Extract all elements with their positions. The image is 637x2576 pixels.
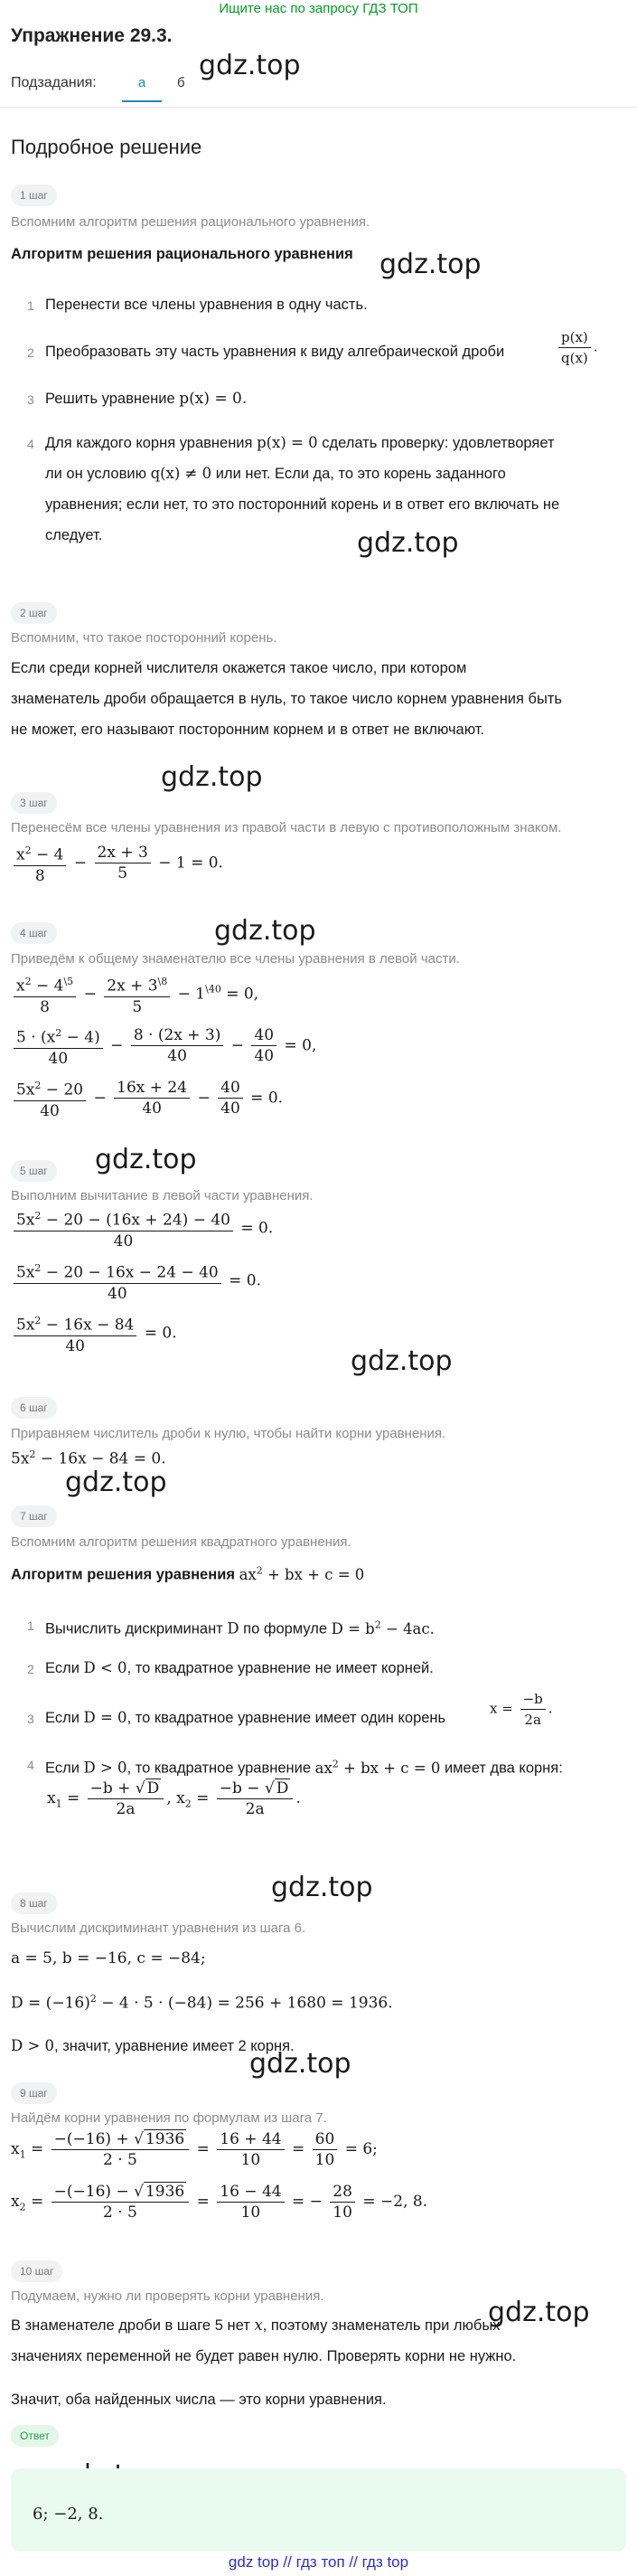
step-badge: 9 шаг [11,2082,57,2104]
step-badge: 4 шаг [11,922,57,944]
list-number: 1 [27,298,34,313]
section-title: Подробное решение [11,136,202,158]
list-item: Перенести все члены уравнения в одну часть. [45,297,368,313]
equation: $\frac{x^2 - 4^{\backslash 5}}{8}$ − $\frac{2x + 3^{\backslash 8}}{5}$ − $1^{\backslash 40} = 0$, [11,972,258,1017]
watermark: gdz.top [95,1144,197,1175]
equation: $\frac{x^2 - 4}{8}$ − $\frac{2x + 3}{5}$ − 1 = 0. [11,841,223,886]
list-item: ли он условию q(x) ≠ 0 или нет. Если да, то это корень заданного [45,465,506,482]
step-badge: 3 шаг [11,792,57,814]
equation: $D = (-16)^2 - 4 \cdot 5 \cdot (-84) = 256 + 1680 = 1936$. [11,1993,393,2013]
list-item: Для каждого корня уравнения p(x) = 0 сделать проверку: удовлетворяет [45,434,555,451]
watermark: gdz.top [271,1872,373,1903]
equation: $\frac{5x^2 - 20}{40}$ − $\frac{16x + 24}{40}$ − $\frac{40}{40}$ = 0. [11,1076,283,1121]
equation: $\frac{5 \cdot (x^2 - 4)}{40}$ − $\frac{8 \cdot (2x + 3)}{40}$ − $\frac{40}{40}$ = 0, [11,1024,316,1069]
tab-b[interactable]: б [177,75,185,90]
step-badge: 2 шаг [11,602,57,624]
step-note: Вычислим дискриминант уравнения из шага 6. [11,1920,306,1936]
watermark: gdz.top [161,761,263,793]
step-note: Вспомним алгоритм решения квадратного уравнения. [11,1534,351,1550]
step-note: Вспомним алгоритм решения рационального уравнения. [11,214,370,230]
watermark: gdz.top [488,2297,590,2328]
watermark: gdz.top [249,2048,351,2080]
step-note: Приведём к общему знаменателю все члены уравнения в левой части. [11,951,460,967]
algorithm-heading: Алгоритм решения рационального уравнения [11,246,353,262]
step-badge: 5 шаг [11,1160,57,1182]
step-badge: 8 шаг [11,1892,57,1914]
watermark: gdz.top [357,527,459,559]
list-number: 3 [27,1712,34,1726]
list-item: Решить уравнение p(x) = 0. [45,390,248,408]
list-item: Если D > 0, то квадратное уравнение $ax^2$ + bx + c = 0 имеет два корня: [45,1758,563,1777]
paragraph: знаменатель дроби обращается в нуль, то такое число корнем уравнения быть [11,691,563,707]
list-number: 4 [27,1758,34,1772]
watermark: gdz.top [65,1467,167,1498]
formula: $x_1$ = $\frac{-b + √ D}{2a}$ , $x_2$ = $\frac{-b - √ D}{2a}$ . [47,1779,301,1818]
list-number: 2 [27,1662,34,1676]
paragraph: D > 0, значит, уравнение имеет 2 корня. [11,2037,295,2054]
list-item: уравнения; если нет, то это посторонний корень и в ответ его включать не [45,496,560,513]
page-title: Упражнение 29.3. [11,25,173,46]
formula: $\frac{p(x)}{q(x)}$ . [556,327,598,368]
equation: $\frac{5x^2 - 20 - (16x + 24) - 40}{40}$ = 0. [11,1206,273,1251]
list-item: Преобразовать эту часть уравнения к виду алгебраической дроби [45,344,505,360]
list-item: Если D < 0, то квадратное уравнение не имеет корней. [45,1659,434,1676]
list-number: 2 [27,345,34,360]
top-banner[interactable]: Ищите нас по запросу ГДЗ ТОП [219,1,418,16]
step-note: Приравняем числитель дроби к нулю, чтобы найти корни уравнения. [11,1426,446,1441]
paragraph: значениях переменной не будет равен нулю. Проверять корни не нужно. [11,2348,517,2364]
list-item: следует. [45,527,103,543]
list-number: 1 [27,1618,34,1633]
answer-value: 6; −2, 8. [33,2505,104,2524]
list-item: Если D = 0, то квадратное уравнение имеет один корень [45,1709,446,1726]
equation: a = 5, b = −16, c = −84; [11,1949,206,1967]
step-note: Выполним вычитание в левой части уравнения. [11,1188,314,1203]
paragraph: Значит, оба найденных числа — это корни уравнения. [11,2392,387,2408]
subtasks-label: Подзадания: [11,75,97,90]
equation: $\frac{5x^2 - 16x - 84}{40}$ = 0. [11,1311,177,1356]
step-note: Подумаем, нужно ли проверять корни уравнения. [11,2288,324,2304]
step-note: Найдём корни уравнения по формулам из шага 7. [11,2110,327,2126]
paragraph: не может, его называют посторонним корнем и в ответ не включают. [11,722,485,738]
equation: $\frac{5x^2 - 20 - 16x - 24 - 40}{40}$ = 0. [11,1259,261,1304]
equation: $x_2$ = $\frac{-(-16) - √ 1936}{2 \cdot 5}$ = $\frac{16 - 44}{10}$ = − $\frac{28}{10}$ = −2, 8. [11,2183,428,2222]
list-item: Вычислить дискриминант D по формуле $D = b^2 - 4ac$. [45,1618,435,1637]
step-note: Вспомним, что такое посторонний корень. [11,630,277,646]
step-note: Перенесём все члены уравнения из правой части в левую с противоположным знаком. [11,820,562,835]
step-badge: 1 шаг [11,184,57,206]
step-badge: 7 шаг [11,1505,57,1527]
step-badge: 6 шаг [11,1397,57,1419]
watermark: gdz.top [199,50,301,81]
divider [0,107,637,108]
paragraph: В знаменателе дроби в шаге 5 нет x, поэтому знаменатель при любых [11,2317,501,2334]
equation: $x_1$ = $\frac{-(-16) + √ 1936}{2 \cdot 5}$ = $\frac{16 + 44}{10}$ = $\frac{60}{10}$ = 6; [11,2130,378,2169]
watermark: gdz.top [351,1345,453,1377]
paragraph: Если среди корней числителя окажется такое число, при котором [11,660,467,676]
tab-a[interactable]: а [122,72,162,102]
watermark: gdz.top [214,915,316,947]
algorithm-heading: Алгоритм решения уравнения $ax^2$ + bx + c = 0 [11,1564,365,1583]
answer-badge: Ответ [11,2425,59,2447]
step-badge: 10 шаг [11,2260,62,2282]
watermark: gdz.top [379,249,482,280]
equation: $5x^2 - 16x - 84 = 0$. [11,1448,166,1468]
formula: x = $\frac{-b}{2a}$ . [490,1691,553,1728]
list-number: 3 [27,392,34,407]
list-number: 4 [27,437,34,451]
footer-links[interactable]: gdz top // гдз топ // гдз top [228,2553,409,2571]
